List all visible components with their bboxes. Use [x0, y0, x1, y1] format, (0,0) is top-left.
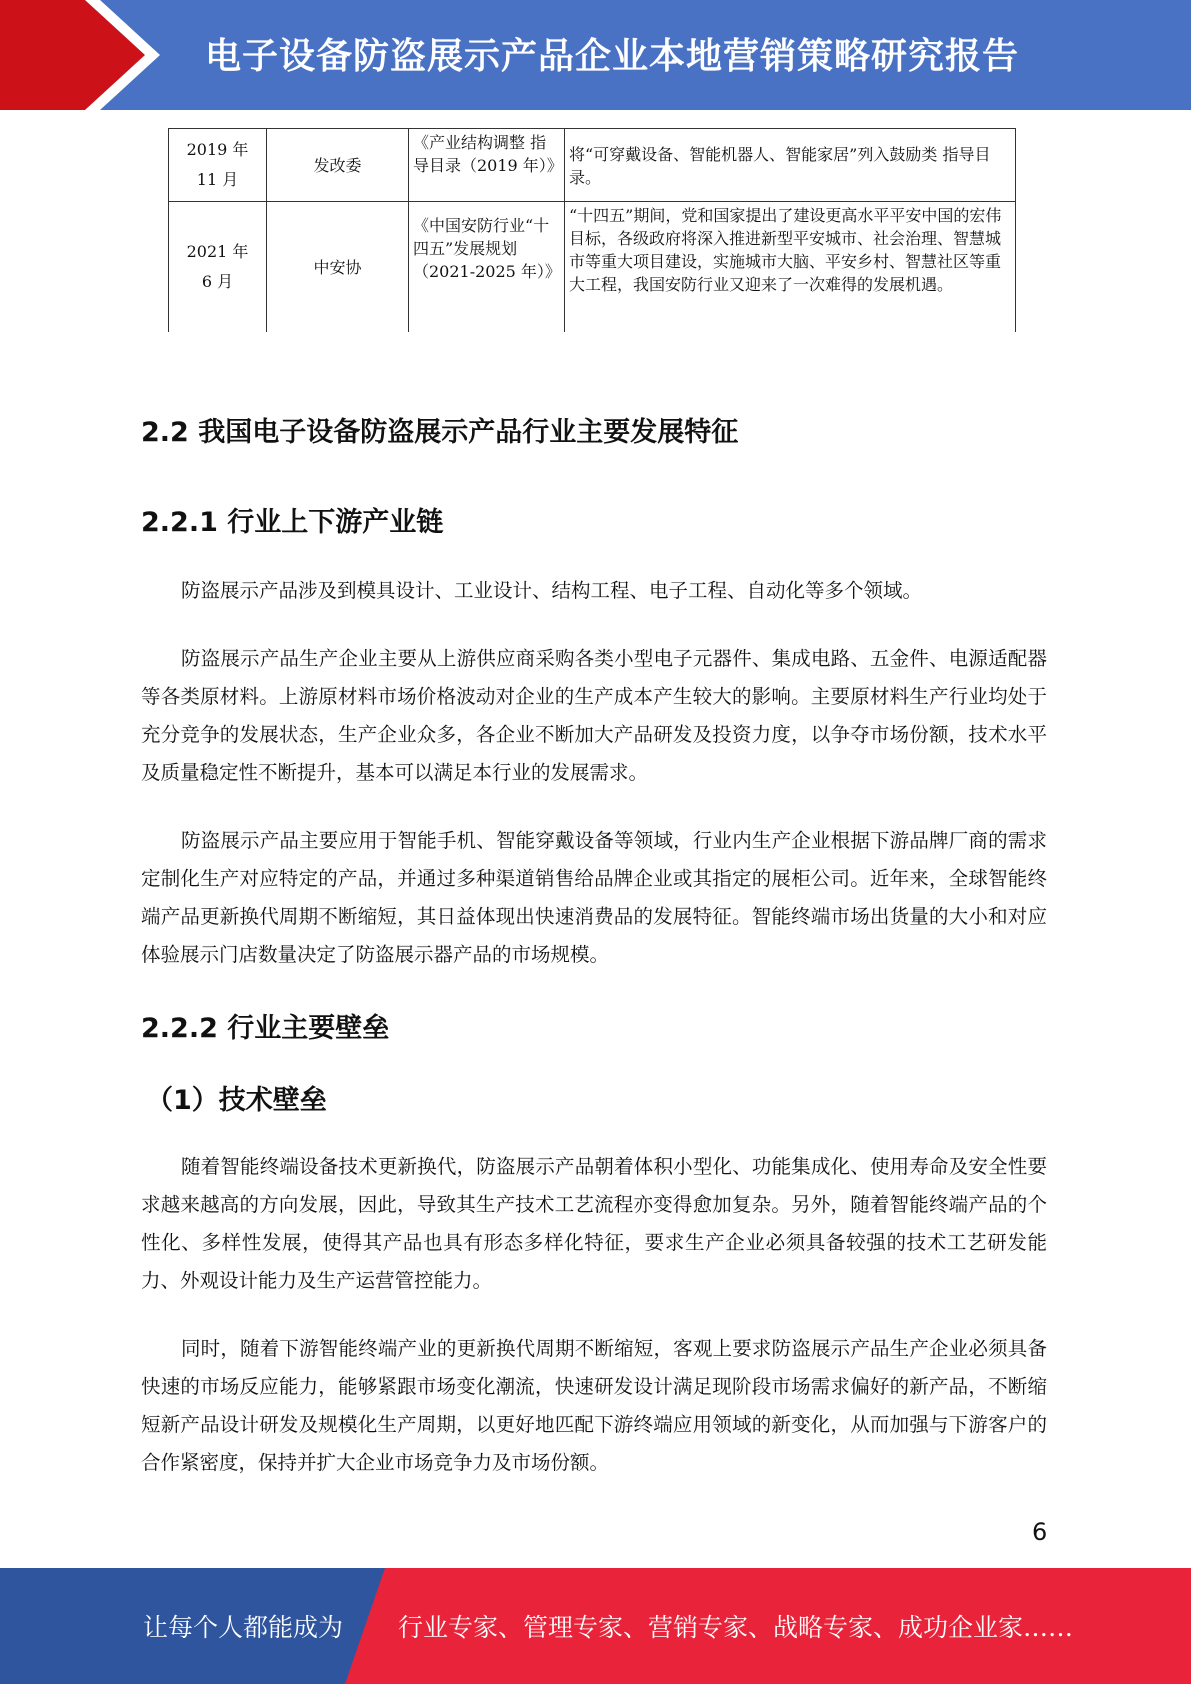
policy-table: [168, 128, 1016, 332]
date-month: 6 月: [201, 272, 234, 291]
date-year: 2021 年: [186, 242, 249, 261]
page-number: 6: [1032, 1518, 1048, 1546]
table-cell-date: [169, 202, 267, 333]
table-cell-date: [169, 129, 267, 202]
table-cell-doc: 《产业结构调整 指导目录（2019 年）》: [409, 129, 565, 202]
table-row: [169, 129, 1016, 202]
footer-slogan-right: 行业专家、管理专家、营销专家、战略专家、成功企业家……: [398, 1613, 1074, 1642]
table-row: [169, 202, 1016, 333]
header-arrow-decoration: [0, 0, 160, 110]
page-footer: [0, 1568, 1191, 1684]
paragraph: 随着智能终端设备技术更新换代，防盗展示产品朝着体积小型化、功能集成化、使用寿命及安全性要求越来越高的方向发展，因此，导致其生产技术工艺流程亦变得愈加复杂。另外，随着智能终端产品的个性化、多样性发展，使得其产品也具有形态多样化特征，要求生产企业必须具备较强的技术工艺研发能力、外观设计能力及生产运营管控能力。: [141, 1155, 1047, 1292]
subsection-heading: 2.2.1 行业上下游产业链: [141, 507, 444, 538]
report-title: 电子设备防盗展示产品企业本地营销策略研究报告: [205, 36, 1020, 77]
date-year: 2019 年: [186, 140, 249, 159]
table-cell-content: 将“可穿戴设备、智能机器人、智能家居”列入鼓励类 指导目录。: [565, 129, 1016, 202]
page-header: [0, 0, 1191, 110]
table-cell-content: “十四五”期间，党和国家提出了建设更高水平平安中国的宏伟目标，各级政府将深入推进新型平安城市、社会治理、智慧城市等重大项目建设，实施城市大脑、平安乡村、智慧社区等重大工程，我国安防行业又迎来了一次难得的发展机遇。: [565, 202, 1016, 333]
paragraph: 防盗展示产品主要应用于智能手机、智能穿戴设备等领域，行业内生产企业根据下游品牌厂商的需求定制化生产对应特定的产品，并通过多种渠道销售给品牌企业或其指定的展柜公司。近年来，全球智能终端产品更新换代周期不断缩短，其日益体现出快速消费品的发展特征。智能终端市场出货量的大小和对应体验展示门店数量决定了防盗展示器产品的市场规模。: [141, 829, 1047, 966]
table-cell-org: 中安协: [267, 202, 409, 333]
section-heading: 2.2 我国电子设备防盗展示产品行业主要发展特征: [141, 417, 739, 448]
subsection-heading: 2.2.2 行业主要壁垒: [141, 1013, 390, 1044]
table-cell-doc: 《中国安防行业“十四五”发展规划（2021-2025 年）》: [409, 202, 565, 333]
paragraph: 防盗展示产品生产企业主要从上游供应商采购各类小型电子元器件、集成电路、五金件、电源适配器等各类原材料。上游原材料市场价格波动对企业的生产成本产生较大的影响。主要原材料生产行业均处于充分竞争的发展状态，生产企业众多，各企业不断加大产品研发及投资力度，以争夺市场份额，技术水平及质量稳定性不断提升，基本可以满足本行业的发展需求。: [141, 647, 1047, 784]
date-month: 11 月: [196, 170, 239, 189]
paragraph: 同时，随着下游智能终端产业的更新换代周期不断缩短，客观上要求防盗展示产品生产企业必须具备快速的市场反应能力，能够紧跟市场变化潮流，快速研发设计满足现阶段市场需求偏好的新产品，不断缩短新产品设计研发及规模化生产周期，以更好地匹配下游终端应用领域的新变化，从而加强与下游客户的合作紧密度，保持并扩大企业市场竞争力及市场份额。: [141, 1337, 1047, 1474]
sub-subsection-heading: （1）技术壁垒: [146, 1085, 327, 1116]
table-cell-org: 发改委: [267, 129, 409, 202]
footer-slogan-left: 让每个人都能成为: [143, 1613, 344, 1642]
paragraph: 防盗展示产品涉及到模具设计、工业设计、结构工程、电子工程、自动化等多个领域。: [181, 579, 923, 602]
